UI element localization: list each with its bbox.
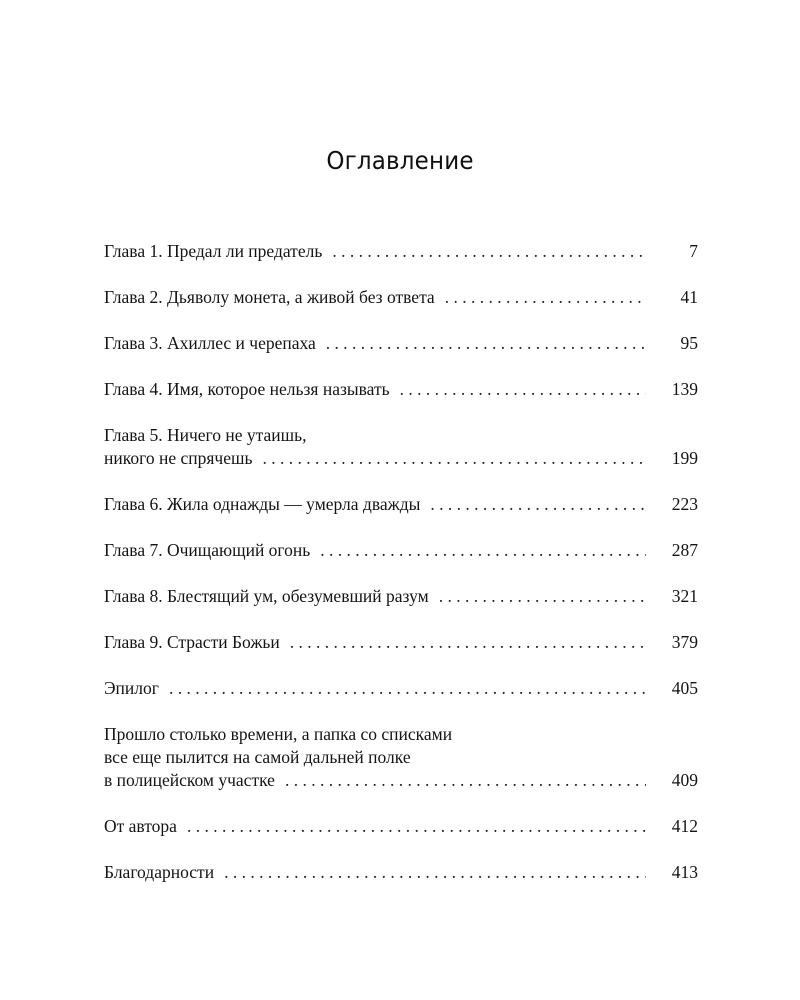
toc-entry-title-line: Прошло столько времени, а папка со списками: [104, 724, 453, 744]
toc-entry[interactable]: [104, 631, 698, 654]
toc-entry-title-line: Глава 5. Ничего не утаишь,: [104, 425, 307, 445]
toc-entry-last-line: [104, 286, 698, 309]
toc-entry-last-line: [104, 861, 698, 884]
toc-entry-last-line: [104, 769, 698, 792]
dot-leader: [262, 447, 646, 470]
dot-leader: [439, 585, 646, 608]
toc-entry-last-line: [104, 493, 698, 516]
toc-entry-title-line: Глава 9. Страсти Божьи: [104, 632, 280, 652]
dot-leader: [326, 332, 646, 355]
toc-entry-title-line: Эпилог: [104, 678, 159, 698]
toc-page-number: 223: [671, 494, 698, 514]
toc-entry-title-line: Благодарности: [104, 862, 215, 882]
dot-leader: [445, 286, 646, 309]
toc-entry-last-line: [104, 447, 698, 470]
dot-leader: [169, 677, 646, 700]
toc-entry[interactable]: [104, 861, 698, 884]
dot-leader: [332, 240, 646, 263]
toc-entry-title-line: все еще пылится на самой дальней полке: [104, 747, 411, 767]
toc-entry-last-line: [104, 332, 698, 355]
toc-page-number: 413: [671, 862, 698, 882]
toc-entry[interactable]: [104, 677, 698, 700]
toc-page-number: 287: [671, 540, 698, 560]
toc-entry[interactable]: [104, 815, 698, 838]
toc-entry-last-line: [104, 677, 698, 700]
toc-page-number: 139: [671, 379, 698, 399]
toc-entry[interactable]: [104, 378, 698, 401]
table-of-contents: [104, 240, 698, 907]
toc-entry-last-line: [104, 815, 698, 838]
toc-page-number: 7: [689, 241, 698, 261]
toc-entry[interactable]: [104, 332, 698, 355]
toc-page-number: 95: [680, 333, 698, 353]
dot-leader: [290, 631, 646, 654]
toc-entry-title-line: в полицейском участке: [104, 770, 275, 790]
toc-entry-last-line: [104, 378, 698, 401]
toc-entry-last-line: [104, 240, 698, 263]
toc-page-number: 321: [671, 586, 698, 606]
toc-entry-title-line: Глава 6. Жила однажды — умерла дважды: [104, 494, 421, 514]
toc-entry-title-line: Глава 2. Дьяволу монета, а живой без ответа: [104, 287, 435, 307]
toc-entry[interactable]: [104, 240, 698, 263]
dot-leader: [400, 378, 646, 401]
toc-page-number: 199: [671, 448, 698, 468]
toc-entry-title-line: От автора: [104, 816, 177, 836]
page-title: Оглавление: [326, 146, 474, 175]
toc-page-number: 379: [671, 632, 698, 652]
dot-leader: [320, 539, 646, 562]
toc-entry-last-line: [104, 539, 698, 562]
toc-page-number: 405: [671, 678, 698, 698]
toc-page-number: 409: [671, 770, 698, 790]
toc-entry-title-line: Глава 4. Имя, которое нельзя называть: [104, 379, 390, 399]
toc-entry[interactable]: [104, 424, 698, 470]
toc-entry[interactable]: [104, 493, 698, 516]
toc-entry[interactable]: [104, 539, 698, 562]
toc-entry[interactable]: [104, 286, 698, 309]
toc-page-number: 412: [671, 816, 698, 836]
toc-entry-title-line: Глава 7. Очищающий огонь: [104, 540, 311, 560]
toc-entry-last-line: [104, 631, 698, 654]
toc-entry-title-line: Глава 8. Блестящий ум, обезумевший разум: [104, 586, 429, 606]
toc-entry-title-line: Глава 1. Предал ли предатель: [104, 241, 323, 261]
toc-entry-last-line: [104, 585, 698, 608]
dot-leader: [285, 769, 646, 792]
toc-entry-title-line: никого не спрячешь: [104, 448, 253, 468]
toc-entry-title-line: Глава 3. Ахиллес и черепаха: [104, 333, 316, 353]
toc-entry[interactable]: [104, 723, 698, 792]
dot-leader: [224, 861, 646, 884]
toc-page-number: 41: [680, 287, 698, 307]
toc-entry[interactable]: [104, 585, 698, 608]
dot-leader: [430, 493, 646, 516]
dot-leader: [187, 815, 646, 838]
